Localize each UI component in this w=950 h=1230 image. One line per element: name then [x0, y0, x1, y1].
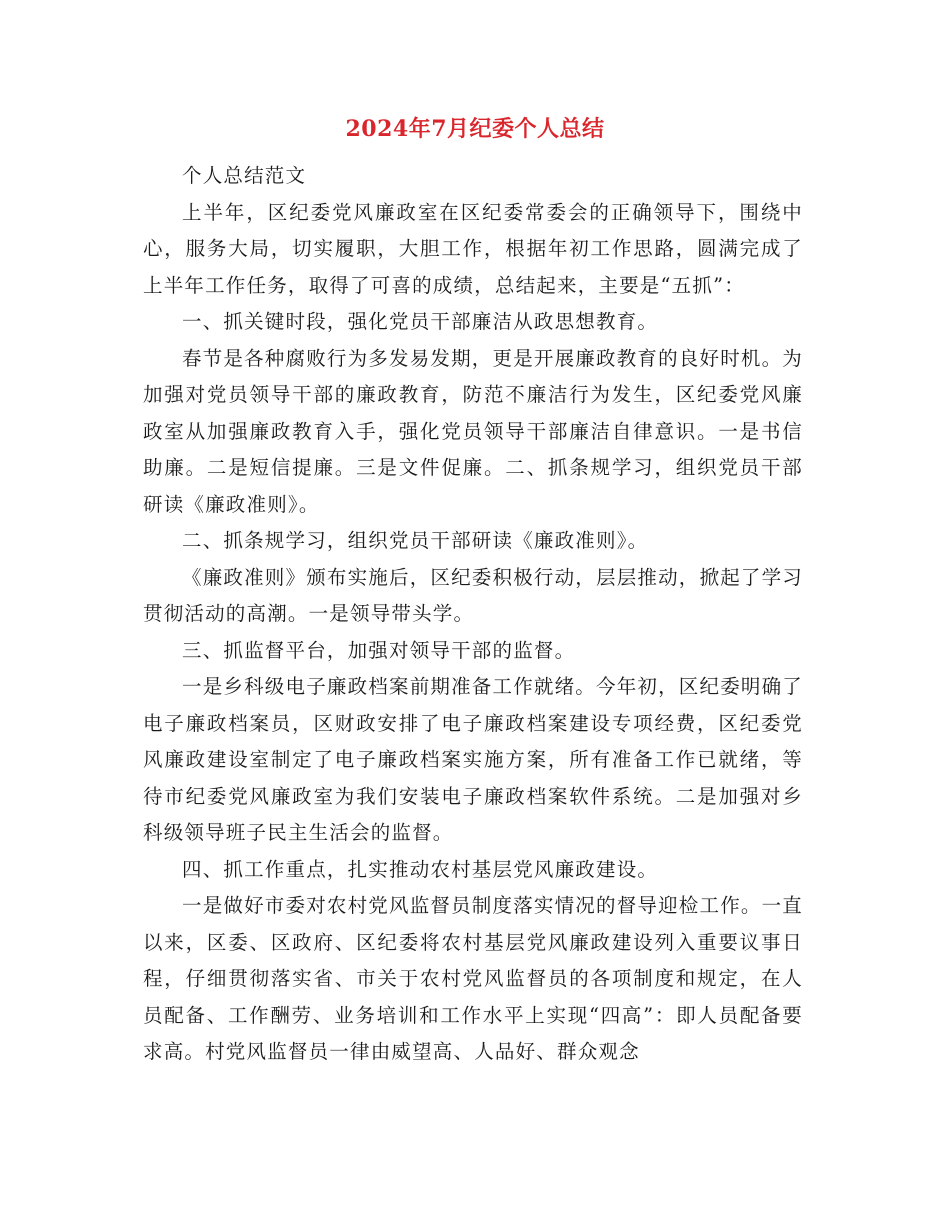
paragraph: 二、抓条规学习，组织党员干部研读《廉政准则》。: [182, 529, 649, 552]
paragraph: 三、抓监督平台，加强对领导干部的监督。: [182, 638, 576, 662]
paragraph: 四、抓工作重点，扎实推动农村基层党风廉政建设。: [182, 857, 659, 881]
paragraph: 春节是各种腐败行为多发易发期，更是开展廉政教育的良好时机。为加强对党员领导干部的廉政教育，防范不廉洁行为发生，区纪委党风廉政室从加强廉政教育入手，强化党员领导干部廉洁自律意识。一是书信助廉。二是短信提廉。三是文件促廉。二、抓条规学习，组织党员干部研读《廉政准则》。: [143, 346, 804, 516]
paragraph: 上半年，区纪委党风廉政室在区纪委常委会的正确领导下，围绕中心，服务大局，切实履职，大胆工作，根据年初工作思路，圆满完成了上半年工作任务，取得了可喜的成绩，总结起来，主要是“五抓”：: [143, 200, 803, 297]
paragraph: 一是做好市委对农村党风监督员制度落实情况的督导迎检工作。一直以来，区委、区政府、区纪委将农村基层党风廉政建设列入重要议事日程，仔细贯彻落实省、市关于农村党风监督员的各项制度和规定，在人员配备、工作酬劳、业务培训和工作水平上实现“四高”：即人员配备要求高。村党风监督员一律由威望高、人品好、群众观念: [143, 894, 804, 1063]
paragraph: 个人总结范文: [182, 164, 307, 187]
document-title: 2024年7月纪委个人总结: [345, 116, 605, 142]
paragraph: 《廉政准则》颁布实施后，区纪委积极行动，层层推动，掀起了学习贯彻活动的高潮。一是领导带头学。: [143, 565, 804, 625]
paragraph: 一、抓关键时段，强化党员干部廉洁从政思想教育。: [182, 310, 659, 333]
document-body: [143, 158, 803, 1071]
paragraph: 一是乡科级电子廉政档案前期准备工作就绪。今年初，区纪委明确了电子廉政档案员，区财政安排了电子廉政档案建设专项经费，区纪委党风廉政建设室制定了电子廉政档案实施方案，所有准备工作已就绪，等待市纪委党风廉政室为我们安装电子廉政档案软件系统。二是加强对乡科级领导班子民主生活会的监督。: [143, 675, 804, 844]
